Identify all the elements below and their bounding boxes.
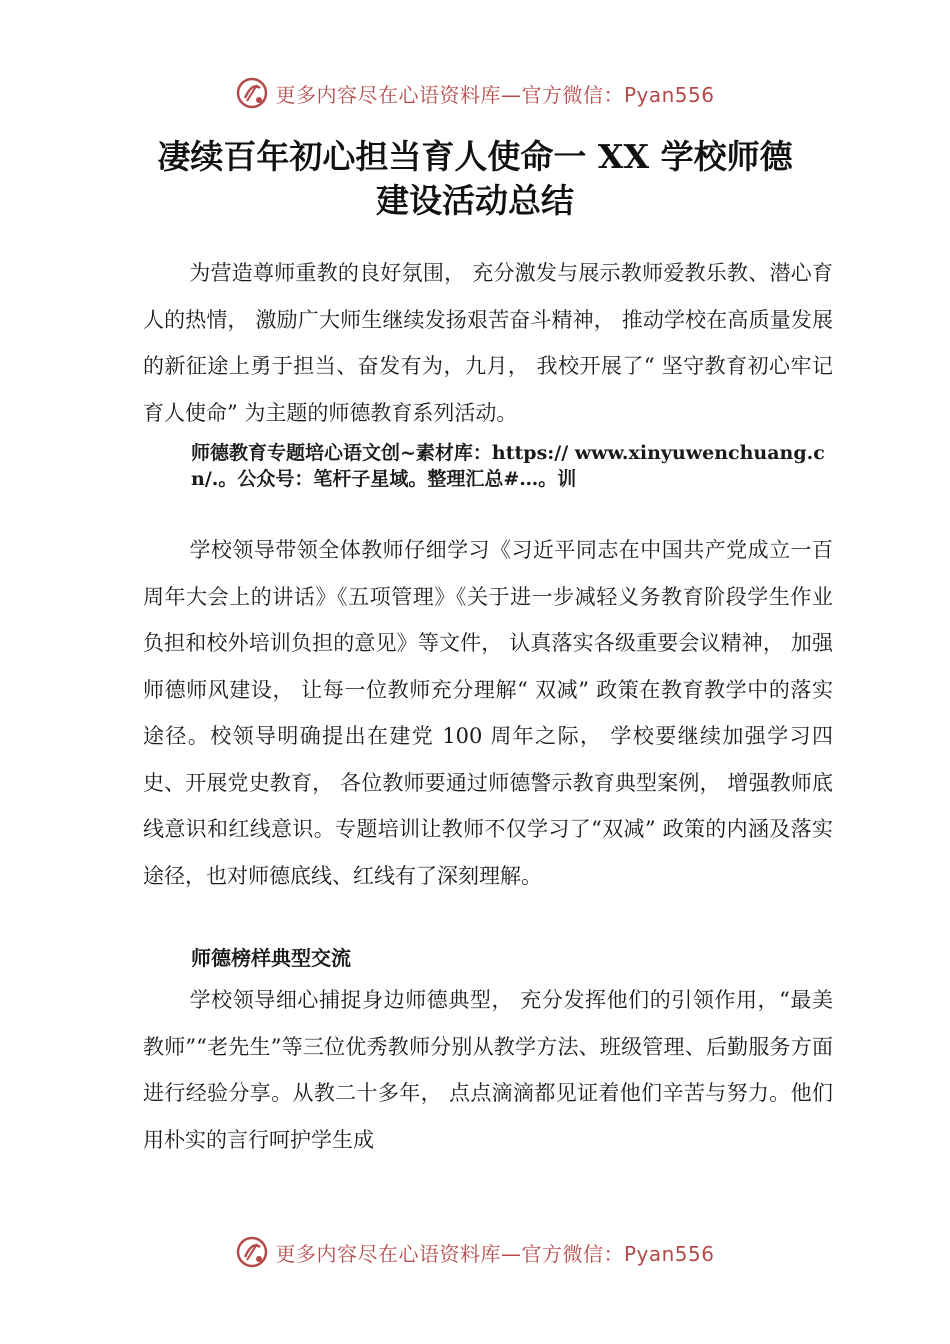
paragraph-1 bbox=[143, 250, 833, 436]
paragraph-3-text: 学校领导细心捕捉身边师德典型， 充分发挥他们的引领作用，“最美教师”“老先生”等三位优秀教师分别从教学方法、班级管理、后勤服务方面进行经验分享。从教二十多年， 点点滴滴都见证着他们辛苦与努力。他们用朴实的言行呵护学生成 bbox=[143, 988, 833, 1152]
title-line-2: 建设活动总结 bbox=[376, 181, 574, 220]
watermark-header bbox=[0, 76, 950, 110]
page-title bbox=[100, 135, 850, 223]
watermark-logo-icon bbox=[235, 1235, 269, 1269]
paragraph-2 bbox=[143, 527, 833, 899]
paragraph-1-text: 为营造尊师重教的良好氛围， 充分激发与展示教师爱教乐教、潜心育人的热情， 激励广大师生继续发扬艰苦奋斗精神， 推动学校在高质量发展的新征途上勇于担当、奋发有为，九月， 我校开展了“ 坚守教育初心牢记育人使命” 为主题的师德教育系列活动。 bbox=[143, 261, 833, 425]
watermark-logo-icon bbox=[235, 76, 269, 110]
paragraph-3 bbox=[143, 977, 833, 1163]
paragraph-2-text: 学校领导带领全体教师仔细学习《习近平同志在中国共产党成立一百周年大会上的讲话》《五项管理》《关于进一步减轻义务教育阶段学生作业负担和校外培训负担的意见》等文件， 认真落实各级重要会议精神， 加强师德师风建设， 让每一位教师充分理解“ 双减” 政策在教育教学中的落实途径。校领导明确提出在建党 100 周年之际， 学校要继续加强学习四史、开展党史教育， 各位教师要通过师德警示教育典型案例， 增强教师底线意识和红线意识。专题培训让教师不仅学习了“双减” 政策的内涵及落实途径，也对师德底线、红线有了深刻理解。 bbox=[143, 538, 833, 888]
title-line-1: 凄续百年初心担当育人使命一 XX 学校师德 bbox=[157, 137, 793, 176]
watermark-text: 更多内容尽在心语资料库—官方微信：Pyan556 bbox=[275, 82, 715, 107]
watermark-footer bbox=[0, 1235, 950, 1269]
watermark-text-footer: 更多内容尽在心语资料库—官方微信：Pyan556 bbox=[275, 1241, 715, 1266]
section-heading-1: 师德教育专题培心语文创~素材库：https:// www.xinyuwenchuang.cn/.。公众号：笔杆子星域。整理汇总#…。训 bbox=[191, 442, 825, 490]
section-heading-2: 师德榜样典型交流 bbox=[191, 946, 351, 970]
